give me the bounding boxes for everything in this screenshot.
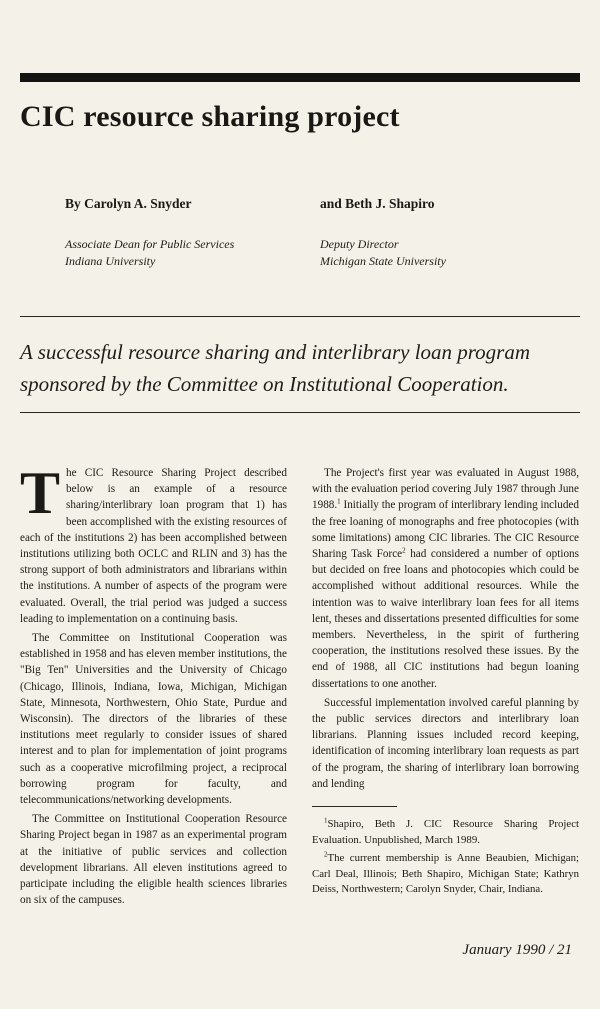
body-paragraph-2: The Committee on Institutional Cooperation was established in 1958 and has eleven member institutions, the "Big Ten" Universities and the University of Chicago (Chicago, Illinois, Indiana, Iowa, Michigan, Michigan State, Minnesota, Northwestern, Ohio State, Purdue and Wisconsin). The directors of the libraries of these institutions meet regularly to consider issues of shared interest and to plan for implementation of joint programs such as a cooperative microfilming project, a reciprocal borrowing program for faculty, and telecommunications/networking developments. (20, 632, 287, 807)
footnote-ref-1: 1 (337, 497, 341, 506)
author-affiliation-1 (65, 236, 234, 270)
column-left (20, 460, 287, 911)
divider-upper (20, 316, 580, 317)
footnote-ref-2: 2 (402, 546, 406, 555)
article-title: CIC resource sharing project (20, 100, 400, 133)
top-rule-bar (20, 73, 580, 82)
column-right (312, 465, 579, 901)
author-position-2: Deputy Director (320, 237, 399, 251)
footnote-divider (312, 806, 397, 807)
divider-lower (20, 412, 580, 413)
author-byline-2: and Beth J. Shapiro (320, 196, 435, 211)
author-position-1: Associate Dean for Public Services (65, 237, 235, 251)
footnote-2: $^2$The current membership is Anne Beaubien, Michigan; Carl Deal, Illinois; Beth Shapiro, Michigan State; Kathryn Deiss, Northwestern; Carolyn Snyder, Chair, Indiana. (312, 850, 579, 896)
body-paragraph-1: The CIC Resource Sharing Project described below is an example of a resource sharing/interlibrary loan program that 1) has been accomplished with the existing resources of each of the institutions 2) has been accomplished between institutions utilizing both OCLC and RLIN and 3) has the strong support of both administrators and librarians within the institutions. A number of aspects of the program were evaluated. Overall, the trial period was judged a success leading to implementation on a continuing basis. (20, 460, 287, 625)
author-institution-1: Indiana University (65, 254, 156, 268)
author-institution-2: Michigan State University (320, 254, 446, 268)
body-paragraph-3: The Committee on Institutional Cooperation Resource Sharing Project began in 1987 as an experimental program at the initiative of public services and collection development librarians. All eleven institutions agreed to participate including the eligible health sciences libraries on six of the campuses. (20, 813, 287, 907)
page-folio: January 1990 / 21 (462, 942, 572, 958)
author-affiliation-2 (320, 236, 446, 270)
body-paragraph-4: The Project's first year was evaluated in August 1988, with the evaluation period covering July 1987 through June 1988.$^1$ Initially the program of interlibrary lending included the free loaning of monographs and free photocopies (with some limitations) among CIC libraries. The CIC Resource Sharing Task Force$^2$ had considered a number of options but decided on free loans and photocopies which could be accomplished without additional resources. While the intention was to waive interlibrary loan fees for all items lent, theses and dissertations presented difficulties for some members. Nevertheless, in the spirit of furthering cooperation, the institutions resolved these issues. By the end of 1988, all CIC institutions had begun loaning dissertations to one another. (312, 467, 579, 690)
footnote-1: $^1$Shapiro, Beth J. CIC Resource Sharing Project Evaluation. Unpublished, March 1989. (312, 816, 579, 846)
drop-cap: T (20, 460, 61, 526)
body-paragraph-5: Successful implementation involved careful planning by the public services directors and interlibrary loan librarians. Planning issues included record keeping, identification of incoming interlibrary loan requests as part of the program, the sharing of interlibrary loan borrowing and lending (312, 696, 579, 790)
article-dek: A successful resource sharing and interlibrary loan program sponsored by the Committee on Institutional Cooperation. (20, 340, 531, 396)
author-byline-1: By Carolyn A. Snyder (65, 196, 192, 211)
